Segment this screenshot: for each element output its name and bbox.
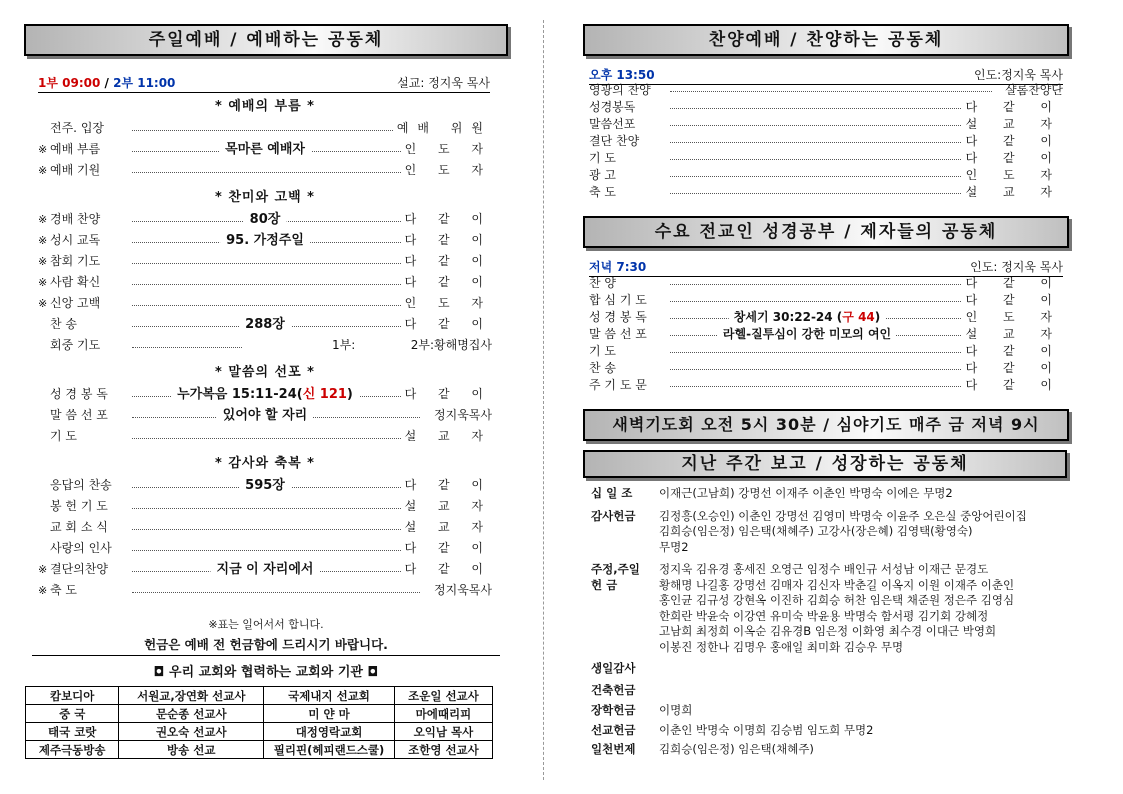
order-item-detail: 95. 가정주일	[220, 230, 310, 251]
order-row	[38, 580, 492, 601]
order-row	[38, 426, 492, 447]
report-names-line: 이춘인 박명숙 이명희 김승범 임도희 무명2	[659, 722, 874, 737]
order-item-leader: 설 교 자	[965, 327, 1063, 341]
sunday-worship-banner: 주일예배 / 예배하는 공동체	[24, 24, 508, 56]
order-row	[589, 360, 1063, 377]
report-category-line: 헌 금	[591, 577, 618, 592]
time-separator: /	[104, 76, 109, 90]
standing-mark: ※	[38, 234, 48, 247]
cooperation-cell: 국제내지 선교회	[264, 687, 395, 705]
order-row	[589, 82, 1063, 99]
order-item-leader: 다 같 이	[965, 293, 1063, 307]
sunday-service-header	[38, 74, 490, 93]
order-row	[38, 314, 492, 335]
order-item-leader: 다 같 이	[965, 378, 1063, 392]
order-item-label: 찬 송	[50, 317, 77, 331]
report-names-line: 이봉진 정한나 김명우 홍애일 최미화 김승우 무명	[659, 639, 904, 654]
report-names-line: 김정흥(오승인) 이춘인 강명선 김영미 박명숙 이윤주 오은실 중앙어린이집	[659, 508, 1027, 523]
order-item-label: 합 심 기 도	[589, 293, 647, 307]
order-item-leader: 인 도 자	[404, 163, 492, 177]
order-item-label: 신앙 고백	[50, 296, 101, 310]
dot-leader	[132, 305, 401, 306]
standing-mark: ※	[38, 276, 48, 289]
order-item-detail	[171, 384, 359, 405]
order-item-leader: 다 같 이	[404, 478, 492, 492]
order-item-label: 성시 교독	[50, 233, 101, 247]
dot-leader	[132, 508, 401, 509]
preacher-label: 설교: 정지욱 목사	[397, 76, 490, 90]
wednesday-order	[589, 275, 1063, 394]
order-item-detail: 지금 이 자리에서	[211, 559, 320, 580]
sunday-order-of-worship	[38, 96, 492, 601]
order-item-leader: 다 같 이	[965, 361, 1063, 375]
dot-leader	[132, 130, 393, 131]
order-item-leader: 설 교 자	[965, 185, 1063, 199]
report-category-line: 선교헌금	[591, 722, 636, 737]
order-item-leader: 정지욱목사	[434, 408, 492, 422]
order-row	[589, 99, 1063, 116]
dot-leader	[670, 301, 961, 302]
order-item-detail: 있어야 할 자리	[217, 405, 313, 426]
report-names	[659, 742, 1073, 758]
report-category	[591, 683, 659, 699]
order-item-leader: 샬롬찬양단	[1005, 83, 1063, 97]
order-item-label: 예배 부름	[50, 142, 101, 156]
detail-close: )	[346, 387, 353, 402]
order-item-label: 전주. 입장	[50, 121, 104, 135]
order-item-label: 교 회 소 식	[50, 520, 108, 534]
order-row	[38, 538, 492, 559]
order-item-label: 축 도	[589, 185, 616, 199]
left-footer	[24, 616, 508, 759]
order-item-label: 기 도	[589, 151, 616, 165]
praise-order	[589, 82, 1063, 201]
order-item-leader: 인 도 자	[404, 142, 492, 156]
order-item-label: 축 도	[50, 583, 77, 597]
order-row	[38, 160, 492, 181]
report-names	[659, 723, 1073, 739]
order-item-label: 말씀선포	[589, 117, 636, 131]
report-category-line: 감사헌금	[591, 508, 636, 523]
order-item-leader: 다 같 이	[404, 212, 492, 226]
dot-leader	[132, 550, 401, 551]
report-category-line: 주정,주일	[591, 562, 640, 576]
hymn-reference: 신 121	[302, 387, 347, 402]
order-row	[589, 292, 1063, 309]
report-names-line: 홍인균 김규성 강현옥 이진하 김희승 허찬 임은택 채준원 정은주 김영심	[659, 593, 1015, 607]
order-item-leader: 다 같 이	[404, 254, 492, 268]
order-item-leader: 다 같 이	[404, 317, 492, 331]
cooperation-row	[26, 705, 493, 723]
order-item-label: 사랑의 인사	[50, 541, 112, 555]
standing-mark: ※	[38, 255, 48, 268]
report-names	[659, 486, 1073, 502]
report-names-line: 무명2	[659, 539, 689, 554]
order-item-label: 성 경 봉 독	[589, 310, 647, 324]
order-item-leader: 다 같 이	[404, 233, 492, 247]
order-row	[38, 272, 492, 293]
order-row	[38, 230, 492, 251]
report-names-line: 김희승(임은정) 임은택(채혜주) 고강사(장은혜) 김영택(황영숙)	[659, 524, 973, 538]
standing-note: ※표는 일어서서 합니다.	[208, 618, 324, 631]
dot-leader	[670, 284, 961, 285]
order-item-label: 찬 송	[589, 361, 616, 375]
cooperation-cell: 태국 코랏	[26, 723, 119, 741]
order-row	[38, 559, 492, 580]
dot-leader	[132, 172, 401, 173]
dot-leader	[670, 352, 961, 353]
order-item-leader: 다 같 이	[965, 344, 1063, 358]
standing-mark: ※	[38, 297, 48, 310]
cooperation-cell: 방송 선교	[119, 741, 264, 759]
order-row	[589, 275, 1063, 292]
report-category	[591, 723, 659, 739]
cooperation-cell: 마에때리피	[394, 705, 492, 723]
cooperation-cell: 조한영 선교사	[394, 741, 492, 759]
order-row	[589, 309, 1063, 326]
cooperation-row	[26, 741, 493, 759]
dot-leader	[670, 159, 961, 160]
report-category	[591, 509, 659, 556]
congregation-prayer-row	[38, 335, 492, 356]
order-row	[589, 116, 1063, 133]
order-item-leader: 설 교 자	[404, 429, 492, 443]
standing-mark: ※	[38, 584, 48, 597]
order-item-leader: 인 도 자	[965, 310, 1063, 324]
hymn-reference: 구 44	[842, 310, 875, 324]
wednesday-leader: 인도: 정지욱 목사	[970, 260, 1063, 274]
report-category-line: 장학헌금	[591, 703, 636, 717]
dot-leader	[670, 193, 961, 194]
standing-mark: ※	[38, 143, 48, 156]
report-category-line: 십 일 조	[591, 486, 633, 500]
order-row	[589, 150, 1063, 167]
order-row	[38, 475, 492, 496]
dot-leader	[132, 284, 401, 285]
report-entry	[591, 562, 1073, 655]
first-service-prayer: 1부:	[332, 338, 356, 352]
order-item-leader: 정지욱목사	[434, 583, 492, 597]
order-item-leader: 인 도 자	[965, 168, 1063, 182]
cooperation-row	[26, 687, 493, 705]
order-item-label: 기 도	[50, 429, 77, 443]
cooperation-row	[26, 723, 493, 741]
order-item-label: 결단 찬양	[589, 134, 640, 148]
report-names-line: 이명희	[659, 703, 693, 717]
order-row	[589, 343, 1063, 360]
cooperation-cell: 오익남 목사	[394, 723, 492, 741]
praise-leader: 인도:정지욱 목사	[973, 68, 1063, 82]
dot-leader	[670, 108, 961, 109]
order-item-label: 응답의 찬송	[50, 478, 112, 492]
order-item-detail	[729, 309, 885, 326]
dot-leader	[132, 529, 401, 530]
cooperation-cell: 조운일 선교사	[394, 687, 492, 705]
report-names-line: 김희승(임은정) 임은택(채혜주)	[659, 742, 814, 756]
order-item-detail: 288장	[239, 314, 291, 335]
standing-mark: ※	[38, 213, 48, 226]
second-service-time: 2부 11:00	[113, 76, 176, 90]
order-item-label: 영광의 찬양	[589, 83, 651, 97]
wednesday-study-banner: 수요 전교인 성경공부 / 제자들의 공동체	[583, 216, 1069, 248]
order-item-leader: 다 같 이	[404, 387, 492, 401]
cooperation-cell: 캄보디아	[26, 687, 119, 705]
report-category-line: 일천번제	[591, 742, 636, 756]
report-entry	[591, 486, 1073, 502]
report-names	[659, 661, 1073, 677]
report-names	[659, 683, 1073, 699]
report-category-line: 건축헌금	[591, 683, 636, 697]
order-item-label: 사람 확신	[50, 275, 101, 289]
order-item-detail: 목마른 예배자	[219, 139, 311, 160]
report-names-line: 정지욱 김유경 홍세진 오영근 임정수 배인규 서성남 이재근 문경도	[659, 562, 989, 576]
report-entry	[591, 723, 1073, 739]
dot-leader	[132, 347, 242, 348]
cooperation-cell: 권오숙 선교사	[119, 723, 264, 741]
order-item-leader: 예배 위원	[396, 121, 492, 135]
cooperation-cell: 미 얀 마	[264, 705, 395, 723]
order-item-leader: 설 교 자	[404, 520, 492, 534]
order-item-label: 회중 기도	[50, 338, 101, 352]
order-item-leader: 다 같 이	[965, 151, 1063, 165]
order-item-leader: 인 도 자	[404, 296, 492, 310]
section-title: * 감사와 축복 *	[215, 456, 315, 471]
first-service-time: 1부 09:00	[38, 76, 101, 90]
order-row	[38, 139, 492, 160]
report-entry	[591, 703, 1073, 719]
report-entry	[591, 661, 1073, 677]
order-item-label: 예배 기원	[50, 163, 101, 177]
order-item-leader: 다 같 이	[965, 134, 1063, 148]
detail-text: 창세기 30:22-24 (	[733, 310, 843, 324]
report-category	[591, 703, 659, 719]
section-title: * 찬미와 고백 *	[215, 190, 315, 205]
order-item-label: 참회 기도	[50, 254, 101, 268]
weekly-report-banner: 지난 주간 보고 / 성장하는 공동체	[583, 450, 1067, 478]
dot-leader	[670, 386, 961, 387]
standing-mark: ※	[38, 164, 48, 177]
report-names	[659, 703, 1073, 719]
dot-leader	[132, 592, 420, 593]
order-item-leader: 다 같 이	[404, 275, 492, 289]
order-row	[38, 384, 492, 405]
cooperation-cell: 대정영락교회	[264, 723, 395, 741]
report-names	[659, 509, 1073, 556]
dot-leader	[670, 142, 961, 143]
section-title: * 말씀의 선포 *	[215, 365, 315, 380]
order-item-label: 말 씀 선 포	[50, 408, 108, 422]
order-row	[589, 326, 1063, 343]
cooperation-cell: 제주극동방송	[26, 741, 119, 759]
report-names-line: 황해명 나길홍 강명선 김매자 김신자 박춘길 이옥지 이원 이재주 이춘인	[659, 577, 1015, 592]
cooperation-cell: 문순종 선교사	[119, 705, 264, 723]
detail-text: 누가복음 15:11-24(	[177, 387, 303, 402]
order-item-label: 찬 양	[589, 276, 616, 290]
cooperation-cell: 중 국	[26, 705, 119, 723]
report-names	[659, 562, 1073, 655]
report-category	[591, 562, 659, 655]
report-category	[591, 661, 659, 677]
order-item-leader: 다 같 이	[965, 100, 1063, 114]
order-item-leader: 다 같 이	[965, 276, 1063, 290]
report-category-line: 생일감사	[591, 661, 636, 675]
order-row	[589, 167, 1063, 184]
order-item-label: 봉 헌 기 도	[50, 499, 108, 513]
cooperation-cell: 필리핀(헤피랜드스쿨)	[264, 741, 395, 759]
second-service-prayer: 2부:황해명집사	[410, 338, 492, 352]
order-item-leader: 설 교 자	[404, 499, 492, 513]
order-item-detail: 라헬-질투심이 강한 미모의 여인	[718, 326, 896, 343]
cooperation-title: ◘ 우리 교회와 협력하는 교회와 기관 ◘	[153, 665, 379, 680]
order-row	[38, 209, 492, 230]
order-item-label: 성 경 봉 독	[50, 387, 108, 401]
order-row	[589, 184, 1063, 201]
service-times	[38, 74, 175, 91]
order-item-label: 결단의찬양	[50, 562, 108, 576]
order-item-leader: 다 같 이	[404, 541, 492, 555]
report-category	[591, 486, 659, 502]
order-item-leader: 다 같 이	[404, 562, 492, 576]
order-item-label: 주 기 도 문	[589, 378, 647, 392]
standing-mark: ※	[38, 563, 48, 576]
dot-leader	[132, 263, 401, 264]
order-row	[38, 293, 492, 314]
dot-leader	[670, 176, 961, 177]
weekly-report	[591, 486, 1073, 758]
report-category	[591, 742, 659, 758]
order-row	[589, 133, 1063, 150]
report-entry	[591, 509, 1073, 556]
order-row	[38, 496, 492, 517]
order-row	[38, 405, 492, 426]
wednesday-service-time: 저녁 7:30	[589, 260, 647, 274]
cooperation-table	[25, 686, 493, 759]
dot-leader	[670, 125, 961, 126]
order-item-detail: 80장	[244, 209, 287, 230]
section-title: * 예배의 부름 *	[215, 99, 315, 114]
order-item-label: 성경봉독	[589, 100, 636, 114]
offering-note: 헌금은 예배 전 헌금함에 드리시기 바랍니다.	[32, 634, 500, 656]
detail-close: )	[874, 310, 881, 324]
order-row	[38, 517, 492, 538]
dot-leader	[670, 91, 992, 92]
report-entry	[591, 683, 1073, 699]
cooperation-cell: 서원교,장연화 선교사	[119, 687, 264, 705]
praise-service-time: 오후 13:50	[589, 68, 655, 82]
praise-worship-banner: 찬양예배 / 찬양하는 공동체	[583, 24, 1069, 56]
order-item-label: 기 도	[589, 344, 616, 358]
page-fold-divider	[543, 20, 544, 780]
order-item-label: 경배 찬양	[50, 212, 101, 226]
order-item-label: 광 고	[589, 168, 616, 182]
order-item-label: 말 씀 선 포	[589, 327, 647, 341]
dot-leader	[132, 438, 401, 439]
order-item-leader: 설 교 자	[965, 117, 1063, 131]
order-row	[38, 251, 492, 272]
report-names-line: 이재근(고남희) 강명선 이재주 이춘인 박명숙 이에은 무명2	[659, 486, 953, 500]
report-names-line: 고남희 최정희 이옥순 김유경B 임은정 이화영 최수경 이대근 박영희	[659, 624, 997, 638]
order-row	[38, 118, 492, 139]
report-entry	[591, 742, 1073, 758]
order-item-detail: 595장	[239, 475, 291, 496]
prayer-meeting-banner: 새벽기도회 오전 5시 30분 / 심야기도 매주 금 저녁 9시	[583, 409, 1069, 441]
order-row	[589, 377, 1063, 394]
dot-leader	[670, 369, 961, 370]
report-names-line: 한희란 박윤숙 이강연 유미숙 박윤용 박명숙 함서평 김기회 강혜정	[659, 608, 989, 623]
